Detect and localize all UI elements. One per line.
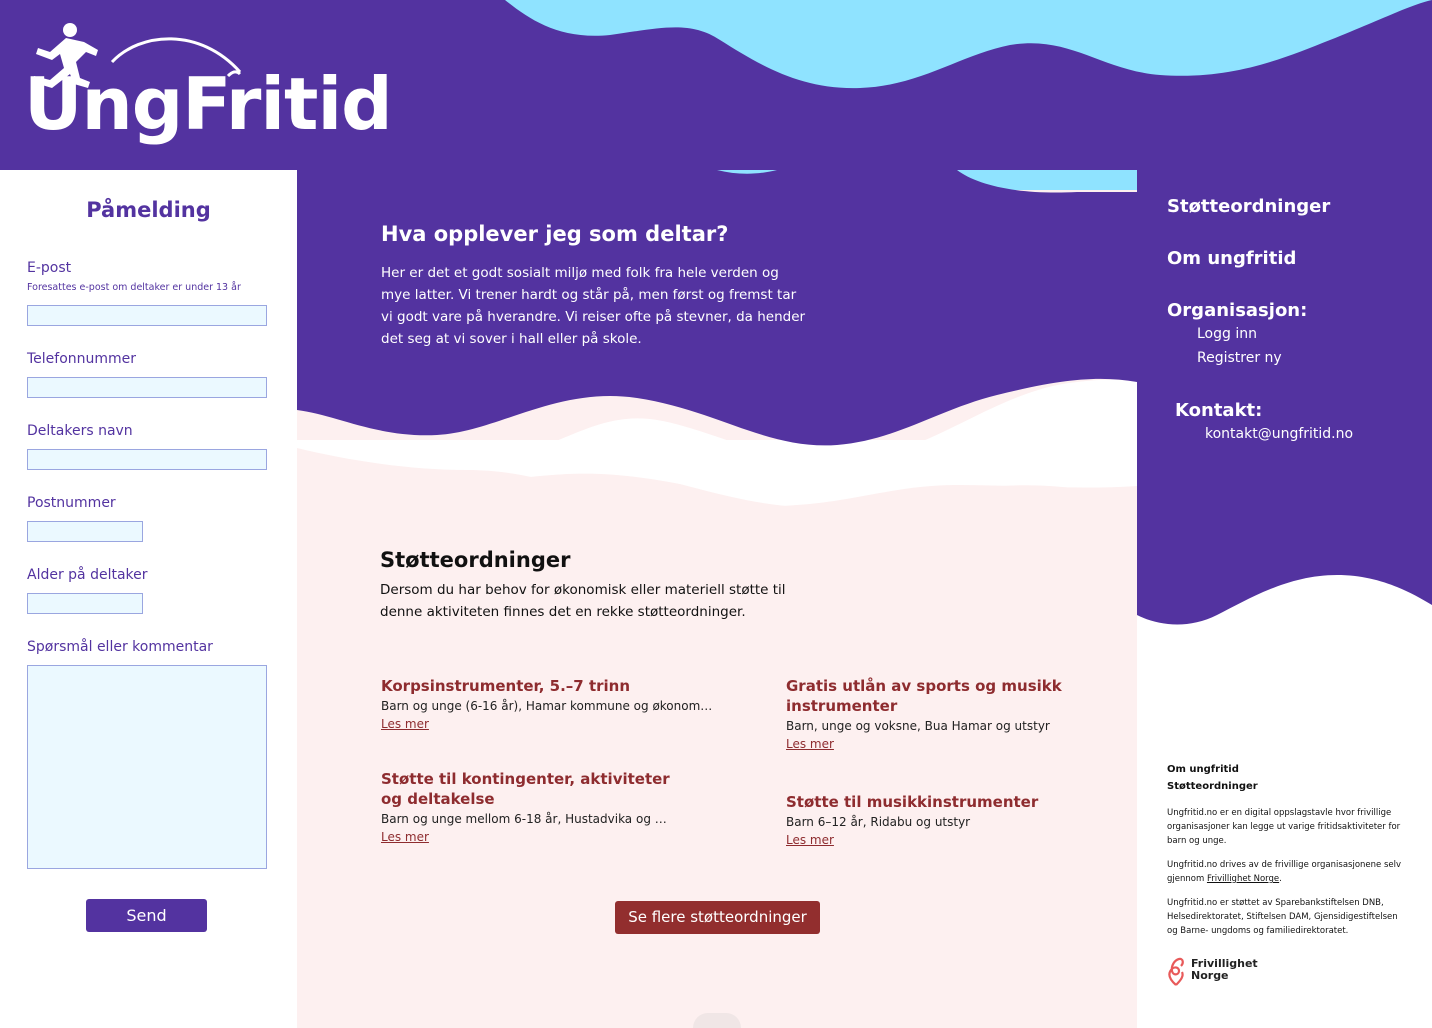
experience-title: Hva opplever jeg som deltar?: [381, 222, 729, 246]
comment-textarea[interactable]: [27, 665, 267, 869]
footer-sponsors: Ungfritid.no er støttet av Sparebankstiftelsen DNB, Helsedirektoratet, Stiftelsen DAM, Gjensidigestiftelsen og Barne- ungdoms og familiedirektoratet.: [1167, 898, 1398, 936]
signup-form: [0, 170, 297, 1028]
support-card-title[interactable]: Korpsinstrumenter, 5.–7 trinn: [381, 677, 631, 695]
support-card-desc: Barn og unge mellom 6-18 år, Hustadvika og …: [381, 812, 667, 826]
ungfritid-logo[interactable]: [22, 20, 392, 155]
login-link[interactable]: Logg inn: [1197, 326, 1257, 342]
send-button[interactable]: Send: [86, 899, 207, 932]
fn-line2: Norge: [1191, 969, 1229, 982]
contact-email-link[interactable]: kontakt@ungfritid.no: [1205, 426, 1354, 442]
email-hint: Foresattes e-post om deltaker er under 13 år: [27, 282, 241, 293]
fn-line1: Frivillighet: [1191, 957, 1258, 970]
phone-field[interactable]: [27, 377, 267, 398]
zip-label: Postnummer: [27, 495, 116, 511]
register-link[interactable]: Registrer ny: [1197, 350, 1282, 366]
participant-name-label: Deltakers navn: [27, 423, 133, 439]
support-card: [786, 676, 1066, 752]
participant-name-field[interactable]: [27, 449, 267, 470]
phone-label: Telefonnummer: [27, 351, 137, 367]
main-content: [297, 170, 1137, 1028]
nav-support-link[interactable]: Støtteordninger: [1167, 196, 1331, 217]
footer-about-link[interactable]: Om ungfritid: [1167, 764, 1239, 775]
heart-knot-icon: [1167, 957, 1185, 987]
zip-field[interactable]: [27, 521, 143, 542]
footer-operators-end: .: [1279, 874, 1282, 884]
form-title: Påmelding: [86, 198, 211, 222]
age-field[interactable]: [27, 593, 143, 614]
support-body: Dersom du har behov for økonomisk eller materiell støtte til denne aktiviteten finnes det en rekke støtteordninger.: [380, 582, 786, 620]
support-card-title[interactable]: Støtte til kontingenter, aktiviteter og deltakelse: [381, 770, 670, 808]
footer-description: Ungfritid.no er en digital oppslagstavle hvor frivillige organisasjoner kan legge ut varige fritidsaktiviteter for barn og unge.: [1167, 808, 1401, 846]
read-more-link[interactable]: Les mer: [381, 830, 429, 844]
email-field[interactable]: [27, 305, 267, 326]
support-card-desc: Barn, unge og voksne, Bua Hamar og utstyr: [786, 719, 1050, 733]
footer-support-link[interactable]: Støtteordninger: [1167, 781, 1258, 792]
frivillighet-norge-link[interactable]: Frivillighet Norge: [1206, 874, 1280, 884]
nav-about-link[interactable]: Om ungfritid: [1167, 248, 1297, 269]
read-more-link[interactable]: Les mer: [786, 833, 834, 847]
org-heading: Organisasjon:: [1167, 300, 1308, 321]
right-sidebar: [1137, 170, 1432, 1028]
frivillighet-norge-logo[interactable]: [1167, 957, 1277, 989]
experience-body: Her er det et godt sosialt miljø med folk fra hele verden og mye latter. Vi trener hardt og står på, men først og fremst tar vi godt vare på hverandre. Vi reiser ofte på stevner, da hender det seg at vi sover i hall eller på skole.: [381, 265, 806, 347]
site-header: [0, 0, 1432, 170]
footer-operators: [1167, 858, 1402, 886]
read-more-link[interactable]: Les mer: [786, 737, 834, 751]
age-label: Alder på deltaker: [27, 567, 148, 583]
footer-operators-text: Ungfritid.no drives av de frivillige organisasjonene selv gjennom: [1167, 860, 1402, 884]
support-title: Støtteordninger: [380, 548, 571, 572]
frivillighet-norge-wordmark: [1191, 958, 1258, 982]
support-card-title[interactable]: Støtte til musikkinstrumenter: [786, 793, 1039, 811]
support-card: [786, 792, 1066, 848]
read-more-link[interactable]: Les mer: [381, 717, 429, 731]
support-card-title[interactable]: Gratis utlån av sports og musikk instrumenter: [786, 677, 1062, 715]
logo-wordmark: UngFritid: [24, 62, 392, 146]
support-card-desc: Barn 6–12 år, Ridabu og utstyr: [786, 815, 971, 829]
email-label: E-post: [27, 260, 72, 276]
support-card: [381, 676, 713, 732]
comment-label: Spørsmål eller kommentar: [27, 639, 213, 655]
support-card-desc: Barn og unge (6-16 år), Hamar kommune og økonom…: [381, 699, 713, 713]
support-card: [381, 769, 681, 845]
scroll-to-top-button[interactable]: [693, 1013, 741, 1028]
more-support-button[interactable]: Se flere støtteordninger: [615, 901, 820, 934]
contact-heading: Kontakt:: [1175, 400, 1263, 421]
